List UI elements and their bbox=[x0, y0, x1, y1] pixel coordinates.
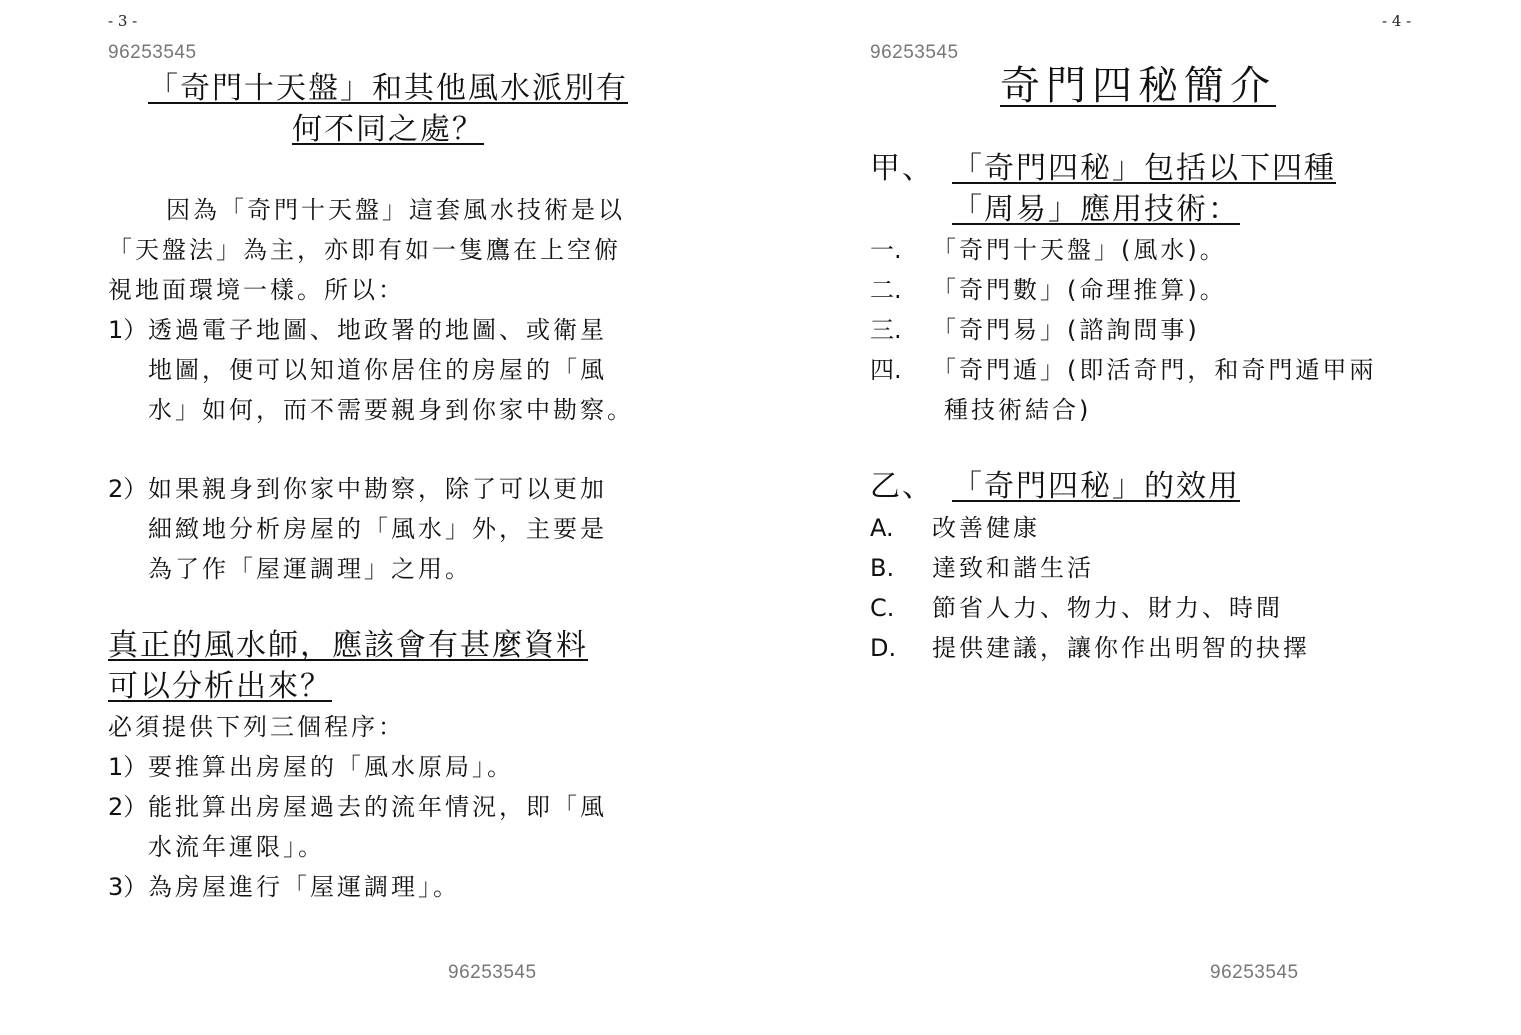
list-number: 1） bbox=[108, 753, 148, 781]
watermark: 96253545 bbox=[448, 962, 537, 983]
list-number: 2） bbox=[108, 475, 148, 503]
list-number: 2） bbox=[108, 793, 148, 821]
paragraph-line: 「天盤法」為主，亦即有如一隻鷹在上空俯 bbox=[108, 236, 621, 264]
list-number: 1） bbox=[108, 316, 148, 344]
list-number: 3） bbox=[108, 873, 148, 901]
section-heading bbox=[108, 625, 688, 707]
list-number: 四. bbox=[870, 356, 902, 384]
section-heading bbox=[108, 68, 668, 150]
list-item: 二. 「奇門數」(命理推算)。 bbox=[870, 270, 1227, 310]
page-number: - 3 - bbox=[108, 12, 138, 30]
list-item: C. 節省人力、物力、財力、時間 bbox=[870, 588, 1283, 628]
heading-line: 「周易」應用技術： bbox=[952, 192, 1240, 227]
list-item: 2）能批算出房屋過去的流年情況，即「風 bbox=[108, 787, 607, 827]
list-item-continuation: 水」如何，而不需要親身到你家中勘察。 bbox=[148, 396, 634, 424]
list-number: D. bbox=[870, 634, 897, 662]
list-item: 1）透過電子地圖、地政署的地圖、或衛星 bbox=[108, 310, 607, 350]
heading-line: 「奇門四秘」包括以下四種 bbox=[952, 151, 1336, 186]
list-number: 二. bbox=[870, 276, 902, 304]
list-item-continuation: 地圖，便可以知道你居住的房屋的「風 bbox=[148, 356, 607, 384]
list-item: D. 提供建議，讓你作出明智的抉擇 bbox=[870, 628, 1310, 668]
paragraph-line: 必須提供下列三個程序： bbox=[108, 713, 405, 741]
list-number: A. bbox=[870, 514, 894, 542]
section-heading bbox=[870, 148, 1490, 230]
list-item: 四. 「奇門遁」(即活奇門，和奇門遁甲兩 bbox=[870, 350, 1376, 390]
section-marker: 乙、 bbox=[870, 469, 934, 504]
list-number: C. bbox=[870, 594, 895, 622]
list-number: B. bbox=[870, 554, 895, 582]
list-number: 一. bbox=[870, 236, 902, 264]
section-heading bbox=[870, 466, 1490, 507]
list-item: 三. 「奇門易」(諮詢問事) bbox=[870, 310, 1200, 350]
list-item-continuation: 種技術結合) bbox=[944, 396, 1092, 424]
watermark: 96253545 bbox=[1210, 962, 1299, 983]
list-item-continuation: 為了作「屋運調理」之用。 bbox=[148, 555, 472, 583]
heading-line: 「奇門四秘」的效用 bbox=[952, 469, 1240, 504]
list-item: 一. 「奇門十天盤」(風水)。 bbox=[870, 230, 1227, 270]
list-item: A. 改善健康 bbox=[870, 508, 1040, 548]
heading-line: 何不同之處？ bbox=[292, 112, 484, 147]
section-marker: 甲、 bbox=[870, 151, 934, 186]
list-item: 1）要推算出房屋的「風水原局」。 bbox=[108, 747, 514, 787]
watermark: 96253545 bbox=[108, 42, 197, 63]
list-item: 2）如果親身到你家中勘察，除了可以更加 bbox=[108, 469, 607, 509]
list-item-continuation: 細緻地分析房屋的「風水」外，主要是 bbox=[148, 515, 607, 543]
list-number: 三. bbox=[870, 316, 902, 344]
list-item: 3）為房屋進行「屋運調理」。 bbox=[108, 867, 460, 907]
list-item: B. 達致和諧生活 bbox=[870, 548, 1094, 588]
heading-line: 「奇門十天盤」和其他風水派別有 bbox=[148, 71, 628, 106]
list-item-continuation: 水流年運限」。 bbox=[148, 833, 325, 861]
paragraph-line: 因為「奇門十天盤」這套風水技術是以 bbox=[166, 196, 625, 224]
page-title: 奇門四秘簡介 bbox=[1000, 63, 1276, 109]
heading-line: 可以分析出來？ bbox=[108, 669, 332, 704]
paragraph-line: 視地面環境一樣。所以： bbox=[108, 276, 405, 304]
left-page bbox=[0, 0, 760, 1035]
right-page bbox=[760, 0, 1521, 1035]
heading-line: 真正的風水師，應該會有甚麼資料 bbox=[108, 628, 588, 663]
page-number: - 4 - bbox=[1382, 12, 1412, 30]
watermark: 96253545 bbox=[870, 42, 959, 63]
